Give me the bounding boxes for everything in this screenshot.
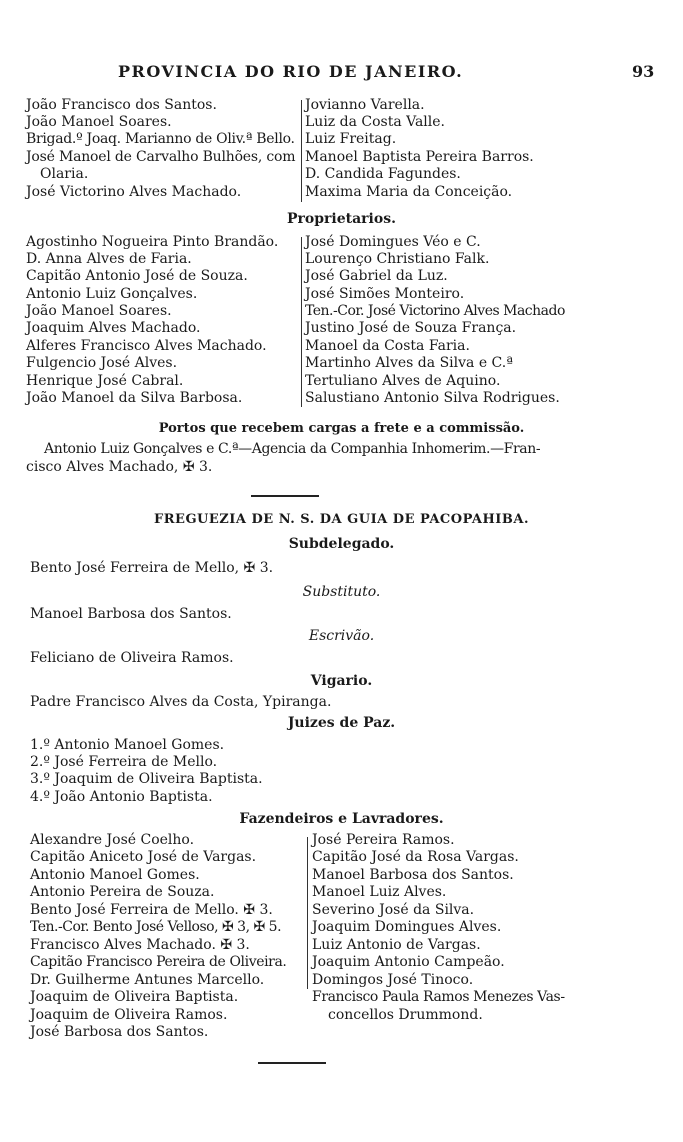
list-item: Francisco Paula Ramos Menezes Vas- — [312, 989, 565, 1005]
list-item: Capitão Antonio José de Souza. — [26, 268, 248, 284]
list-item: Luiz Freitag. — [305, 131, 397, 147]
list-item: Francisco Alves Machado. ✠ 3. — [30, 937, 250, 953]
section-heading: Subdelegado. — [288, 536, 395, 552]
list-item: Capitão Francisco Pereira de Oliveira. — [30, 954, 287, 970]
list-item: Luiz Antonio de Vargas. — [312, 937, 481, 953]
list-item: Manoel Baptista Pereira Barros. — [305, 149, 534, 165]
list-item: 3.º Joaquim de Oliveira Baptista. — [30, 771, 263, 787]
list-item: 1.º Antonio Manoel Gomes. — [30, 737, 225, 753]
list-item: D. Candida Fagundes. — [305, 166, 461, 182]
list-item: Manoel Barbosa dos Santos. — [312, 867, 514, 883]
list-item: José Pereira Ramos. — [312, 832, 455, 848]
section-divider — [251, 495, 319, 497]
list-item: José Gabriel da Luz. — [305, 268, 448, 284]
section-divider — [258, 1062, 326, 1064]
list-item: José Manoel de Carvalho Bulhões, com — [26, 149, 296, 165]
list-item: Joaquim Antonio Campeão. — [312, 954, 505, 970]
list-item: Capitão José da Rosa Vargas. — [312, 849, 519, 865]
list-item: Antonio Manoel Gomes. — [30, 867, 200, 883]
list-item: concellos Drummond. — [328, 1007, 483, 1023]
paragraph-line: cisco Alves Machado, ✠ 3. — [26, 459, 213, 475]
list-item: Martinho Alves da Silva e C.ª — [305, 355, 513, 371]
official-name: Feliciano de Oliveira Ramos. — [30, 650, 234, 666]
list-item: Joaquim de Oliveira Ramos. — [30, 1007, 228, 1023]
list-item: Brigad.º Joaq. Marianno de Oliv.ª Bello. — [26, 131, 295, 147]
list-item: Joaquim de Oliveira Baptista. — [30, 989, 239, 1005]
list-item: José Barbosa dos Santos. — [30, 1024, 209, 1040]
page-number: 93 — [632, 62, 655, 81]
column-divider — [301, 237, 302, 407]
list-item: Bento José Ferreira de Mello. ✠ 3. — [30, 902, 273, 918]
list-item: Justino José de Souza França. — [305, 320, 517, 336]
list-item: Alferes Francisco Alves Machado. — [26, 338, 267, 354]
list-item: Tertuliano Alves de Aquino. — [305, 373, 501, 389]
list-item: 2.º José Ferreira de Mello. — [30, 754, 218, 770]
list-item: Fulgencio José Alves. — [26, 355, 178, 371]
section-heading: Vigario. — [310, 673, 373, 689]
official-name: Manoel Barbosa dos Santos. — [30, 606, 232, 622]
list-item: Joaquim Domingues Alves. — [312, 919, 502, 935]
list-item: João Francisco dos Santos. — [26, 97, 217, 113]
list-item: Ten.-Cor. Bento José Velloso, ✠ 3, ✠ 5. — [30, 919, 282, 935]
list-item: José Domingues Véo e C. — [305, 234, 481, 250]
running-title: PROVINCIA DO RIO DE JANEIRO. — [118, 62, 464, 81]
list-item: João Manoel Soares. — [26, 303, 172, 319]
list-item: D. Anna Alves de Faria. — [26, 251, 192, 267]
list-item: Dr. Guilherme Antunes Marcello. — [30, 972, 265, 988]
list-item: Olaria. — [40, 166, 89, 182]
section-title: FREGUEZIA DE N. S. DA GUIA DE PACOPAHIBA. — [154, 512, 529, 527]
list-item: Maxima Maria da Conceição. — [305, 184, 513, 200]
list-item: 4.º João Antonio Baptista. — [30, 789, 213, 805]
list-item: José Victorino Alves Machado. — [26, 184, 242, 200]
list-item: Joaquim Alves Machado. — [26, 320, 201, 336]
paragraph-line: Antonio Luiz Gonçalves e C.ª—Agencia da Companhia Inhomerim.—Fran- — [44, 441, 541, 457]
column-divider — [301, 100, 302, 202]
list-item: Severino José da Silva. — [312, 902, 475, 918]
official-name: Padre Francisco Alves da Costa, Ypiranga. — [30, 694, 332, 710]
list-item: Domingos José Tinoco. — [312, 972, 474, 988]
section-heading: Proprietarios. — [287, 211, 396, 227]
page-header — [0, 62, 683, 84]
list-item: Salustiano Antonio Silva Rodrigues. — [305, 390, 560, 406]
list-item: Antonio Pereira de Souza. — [30, 884, 215, 900]
list-item: Antonio Luiz Gonçalves. — [26, 286, 198, 302]
list-item: Jovianno Varella. — [305, 97, 425, 113]
section-heading: Substituto. — [302, 584, 381, 600]
official-name: Bento José Ferreira de Mello, ✠ 3. — [30, 560, 274, 576]
list-item: Ten.-Cor. José Victorino Alves Machado — [305, 303, 565, 319]
list-item: Agostinho Nogueira Pinto Brandão. — [26, 234, 279, 250]
list-item: João Manoel da Silva Barbosa. — [26, 390, 243, 406]
list-item: Luiz da Costa Valle. — [305, 114, 445, 130]
list-item: João Manoel Soares. — [26, 114, 172, 130]
list-item: Alexandre José Coelho. — [30, 832, 195, 848]
list-item: Manoel da Costa Faria. — [305, 338, 470, 354]
section-heading: Escrivão. — [308, 628, 375, 644]
list-item: Capitão Aniceto José de Vargas. — [30, 849, 257, 865]
section-heading: Fazendeiros e Lavradores. — [239, 811, 444, 827]
section-heading: Juizes de Paz. — [287, 715, 396, 731]
column-divider — [307, 837, 308, 989]
list-item: Lourenço Christiano Falk. — [305, 251, 490, 267]
list-item: Manoel Luiz Alves. — [312, 884, 447, 900]
list-item: José Simões Monteiro. — [305, 286, 465, 302]
section-heading: Portos que recebem cargas a frete e a commissão. — [158, 421, 525, 436]
list-item: Henrique José Cabral. — [26, 373, 184, 389]
